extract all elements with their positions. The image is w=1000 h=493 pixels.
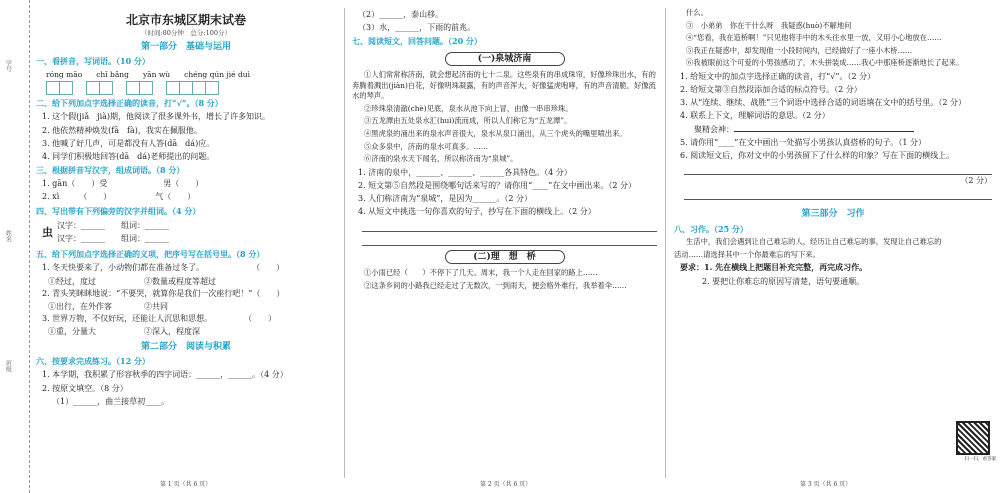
- answer-line[interactable]: [684, 165, 992, 175]
- question-line: 2. 他依然精神焕发(fā fà)，我实在佩服他。: [42, 125, 202, 135]
- part-heading: 第一部分 基础与运用: [140, 41, 231, 52]
- answer-line[interactable]: [362, 222, 657, 232]
- radical-char: 虫: [42, 225, 53, 239]
- part-heading: 第二部分 阅读与积累: [140, 341, 231, 352]
- part-heading: 第三部分 习作: [801, 209, 865, 220]
- passage-paragraph: ⑤众多泉中，济南的泉水可真多。……: [364, 141, 489, 151]
- exam-info: （时间:80分钟 总分:100分）: [140, 28, 232, 37]
- option-line: ①经过，度过 ②数量或程度等超过: [48, 276, 216, 286]
- passage-paragraph: ③五龙潭由五处泉水汇(huì)流而成，所以人们称它为“五龙潭”。: [364, 116, 572, 126]
- page-2: [352, 8, 657, 478]
- question-line: 1. 给短文中的加点字选择正确的读音，打“√”。（2 分）: [680, 71, 876, 81]
- pinyin-item: róng māo: [46, 69, 83, 79]
- requirement-line: 要求：1. 先在横线上把题目补充完整，再完成习作。: [680, 262, 868, 273]
- binding-margin: [0, 0, 30, 493]
- vocab-item: [694, 124, 992, 135]
- option-line: ①出行，在外作客 ②共同: [48, 301, 168, 311]
- qr-code-icon: [956, 421, 990, 455]
- page-footer: 第 2 页（共 6 页）: [480, 480, 532, 488]
- question-line: 6. 阅读短文后，你对文中的小男孩留下了什么样的印象？写在下面的横线上。: [680, 151, 955, 161]
- pinyin-item: chéng qún jié duì: [184, 69, 251, 79]
- passage-paragraph: ⑥济南的泉水天下闻名，所以称济南为“泉城”。: [364, 154, 518, 164]
- margin-label-id: 学号: [4, 60, 12, 72]
- radical-question: [36, 219, 336, 246]
- question-line: 2. 给短文第③自然段添加合适的标点符号。（2 分）: [680, 85, 862, 95]
- page-footer: 第 3 页（共 6 页）: [800, 480, 852, 488]
- section-heading: 六、按要求完成练习。（12 分）: [36, 356, 150, 367]
- question-line: （1）______，曲兰接草初____。: [52, 396, 170, 406]
- writing-grid[interactable]: [46, 81, 72, 95]
- passage-paragraph: ③ 小弟弟 你在干什么呀 我疑惑(huò)不解地问: [686, 20, 852, 30]
- question-line: 4. 同学们积极地回答(dā dá)老师提出的问题。: [42, 151, 215, 161]
- passage-title: (一)泉城济南: [445, 52, 565, 67]
- section-heading: 一、看拼音，写词语。（10 分）: [36, 56, 150, 67]
- question-line: 4. 联系上下文，理解词语的意思。（2 分）: [680, 111, 830, 121]
- qr-caption: 扫一扫，看答案: [964, 456, 996, 462]
- question-line: （3）水，______，下雨的前兆。: [358, 23, 476, 33]
- page-footer: 第 1 页（共 6 页）: [160, 480, 212, 488]
- vocab-word: 聚精会神：: [694, 124, 734, 134]
- answer-blank[interactable]: [734, 131, 914, 132]
- pinyin-item: yān wù: [142, 69, 171, 79]
- question-line: 1. 济南的泉中，______、______、______各具特色。（4 分）: [358, 167, 572, 177]
- passage-paragraph: ②这条乡间的小路我已经走过了无数次，一到雨天，便会格外难行，我举着伞……: [364, 280, 627, 290]
- column-divider: [344, 8, 345, 478]
- passage-title: (二)理 想 桥: [445, 250, 565, 265]
- page-1: [36, 8, 336, 478]
- question-line: 5. 请你用“____”在文中画出一处描写小男孩认真搭桥的句子。（1 分）: [680, 137, 926, 147]
- question-line: 3. 他喊了好几声，可是都没有人答(dā dá)应。: [42, 138, 215, 148]
- question-line: 1. 冬天快要来了，小动物们都在准备过冬了。 （ ）: [42, 263, 285, 273]
- passage-paragraph: ②珍珠泉清澈(chè)见底，泉水从池下向上冒，由像一串串珍珠。: [364, 103, 573, 113]
- question-line: 3. 从“连续、继续、战胜”三个词语中选择合适的词语填在文中的括号里。（2 分）: [680, 98, 966, 108]
- question-line: 4. 从短文中挑选一句你喜欢的句子，抄写在下面的横线上。（2 分）: [358, 207, 596, 217]
- margin-label-name: 姓名: [4, 230, 12, 242]
- essay-prompt: 活动……请选择其中一个你最难忘的写下来。: [674, 249, 820, 259]
- page-3: [674, 8, 992, 478]
- question-line: 2. 按原文填空。（8 分）: [42, 383, 128, 393]
- pinyin-row: [46, 70, 336, 81]
- writing-grid-row: [46, 81, 336, 95]
- passage-paragraph: ①人们常常称济南，就会想起济南的七十二泉。这些泉有的串成珠帘，好像珍珠出水，有的奔腾着溅出(jiàn)白花，好像明珠凝露，有的声音浑大，好像猛虎咆哮，有的声音清脆，好像流水的琴声。: [352, 70, 656, 101]
- pinyin-item: chǐ bǎng: [96, 69, 129, 79]
- page-title: 北京市东城区期末试卷: [125, 13, 246, 27]
- question-line: 2. 青头笑眯眯地说：“不要哭，就算你是我们一次座行吧！”（ ）: [42, 288, 285, 298]
- question-line: 1. 本学期，我积累了形容秋季的四字词语：______，______。（4 分）: [42, 370, 288, 380]
- question-line: 2. xì （ ） 气（ ）: [42, 192, 196, 202]
- passage-paragraph: ⑥我被眼前这个可爱的小男孩感动了，木头拼装成……我心中那座桥逐渐地长了起来。: [686, 58, 964, 68]
- writing-grid[interactable]: [126, 81, 152, 95]
- writing-grid[interactable]: [86, 81, 112, 95]
- writing-grid[interactable]: [166, 81, 218, 95]
- question-line: 1. gān（ ）受 男（ ）: [42, 179, 204, 189]
- passage-paragraph: ④“您看，我在造桥啊！”只见他将手中的木头往水里一放，又用小心地放在……: [686, 33, 942, 43]
- passage-paragraph: ④黑虎泉的涌出来的泉水声音很大，泉水从泉口涌出，从三个虎头的嘴里喷出来。: [364, 129, 627, 139]
- answer-line[interactable]: [684, 190, 992, 200]
- column-divider: [665, 8, 666, 478]
- question-line: （2）______，泰山移。: [358, 10, 444, 19]
- question-line: 汉字：______ 组词：______: [57, 234, 169, 244]
- margin-label-class: 班级: [4, 360, 12, 372]
- section-heading: 五、给下列加点字选择正确的义项，把序号写在括号里。（8 分）: [36, 249, 265, 260]
- score-note: （2 分）: [960, 176, 992, 186]
- question-line: 汉字：______ 组词：______: [57, 220, 169, 230]
- question-line: 1. 这个假(jiǎ jià)期，他阅读了很多课外书，增长了许多知识。: [42, 112, 271, 122]
- option-line: ①重，分量大 ②深入，程度深: [48, 327, 200, 337]
- section-heading: 七、阅读短文，回答问题。（20 分）: [352, 36, 482, 47]
- passage-paragraph: 什么。: [686, 8, 708, 17]
- section-heading: 三、根据拼音写汉字，组成词语。（8 分）: [36, 165, 185, 176]
- question-line: 2. 短文第⑤自然段是围绕哪句话来写的？请你用“____”在文中画出来。（2 分）: [358, 180, 636, 190]
- question-line: 3. 人们称济南为“泉城”，是因为______。（2 分）: [358, 194, 532, 204]
- requirement-line: 2. 要把让你难忘的原因写清楚，语句要通顺。: [702, 276, 865, 286]
- section-heading: 八、习作。（25 分）: [674, 223, 748, 234]
- section-heading: 二、给下列加点字选择正确的读音，打“√”。（8 分）: [36, 98, 223, 109]
- question-line: 3. 世界万物，不仅好玩，还能让人沉思和思想。 （ ）: [42, 314, 277, 324]
- section-heading: 四、写出带有下列偏旁的汉字并组词。（4 分）: [36, 205, 201, 216]
- passage-paragraph: ①小雨已经（ ）不停下了几天。周末，我一个人走在回家的路上……: [364, 268, 598, 278]
- passage-paragraph: ⑤我正在疑惑中，却发现他一小段时间内，已经做好了一座小木桥……: [686, 45, 913, 55]
- essay-prompt: 生活中，我们会遇到让自己难忘的人，经历让自己难忘的事，发现让自己难忘的: [686, 237, 942, 247]
- answer-line[interactable]: [362, 236, 657, 246]
